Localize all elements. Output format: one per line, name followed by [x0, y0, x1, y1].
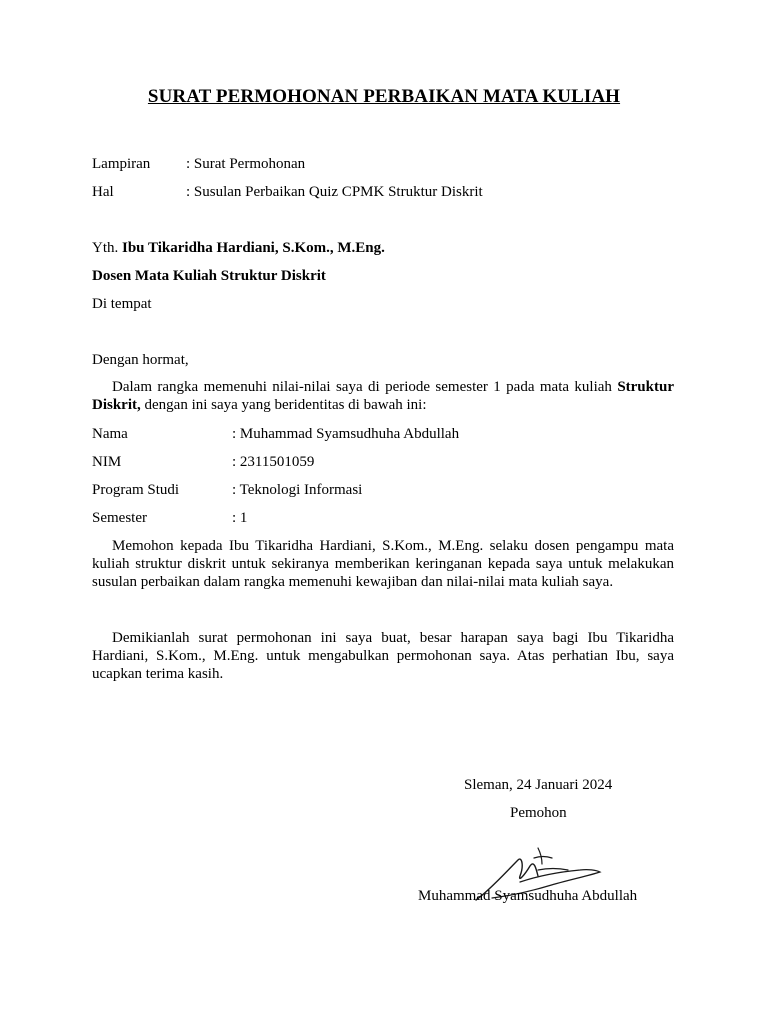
recipient-name: Ibu Tikaridha Hardiani, S.Kom., M.Eng.	[122, 240, 385, 256]
signature-name: Muhammad Syamsudhuha Abdullah	[418, 888, 638, 904]
hal-value: : Susulan Perbaikan Quiz CPMK Struktur Diskrit	[186, 184, 483, 200]
identity-nama-row	[92, 425, 459, 443]
intro-paragraph	[92, 378, 674, 414]
lampiran-value: : Surat Permohonan	[186, 156, 306, 172]
intro-text-a: Dalam rangka memenuhi nilai-nilai saya di periode semester 1 pada mata kuliah	[112, 379, 618, 395]
nama-value: : Muhammad Syamsudhuha Abdullah	[232, 426, 460, 442]
nim-value: : 2311501059	[232, 454, 315, 470]
signature-role: Pemohon	[510, 805, 567, 821]
recipient-line	[92, 239, 385, 257]
closing-paragraph: Demikianlah surat permohonan ini saya buat, besar harapan saya bagi Ibu Tikaridha Hardiani, S.Kom., M.Eng. untuk mengabulkan permohonan saya. Atas perhatian Ibu, saya ucapkan terima kasih.	[92, 630, 674, 682]
lampiran-label: Lampiran	[92, 156, 151, 172]
nim-label: NIM	[92, 454, 122, 470]
recipient-prefix: Yth.	[92, 240, 122, 256]
signature-place-date: Sleman, 24 Januari 2024	[464, 777, 613, 793]
recipient-role-text: Dosen Mata Kuliah Struktur Diskrit	[92, 268, 326, 284]
greeting: Dengan hormat,	[92, 352, 189, 368]
identity-semester-row	[92, 509, 247, 527]
letter-title: SURAT PERMOHONAN PERBAIKAN MATA KULIAH	[147, 86, 621, 107]
hal-row	[92, 183, 483, 201]
prodi-label: Program Studi	[92, 482, 180, 498]
identity-nim-row	[92, 453, 314, 471]
intro-text-b: dengan ini saya yang beridentitas di bawah ini:	[140, 397, 427, 413]
identity-prodi-row	[92, 481, 362, 499]
recipient-role	[92, 267, 326, 285]
hal-label: Hal	[92, 184, 114, 200]
request-paragraph: Memohon kepada Ibu Tikaridha Hardiani, S.Kom., M.Eng. selaku dosen pengampu mata kuliah struktur diskrit untuk sekiranya memberikan keringanan kepada saya untuk melakukan susulan perbaikan dalam rangka memenuhi kewajiban dan nilai-nilai mata kuliah saya.	[92, 538, 674, 590]
semester-label: Semester	[92, 510, 147, 526]
nama-label: Nama	[92, 426, 128, 442]
recipient-place: Di tempat	[92, 296, 152, 312]
lampiran-row	[92, 155, 305, 173]
intro-course: Struktur Diskrit,	[92, 379, 674, 413]
prodi-value: : Teknologi Informasi	[232, 482, 363, 498]
semester-value: : 1	[232, 510, 248, 526]
